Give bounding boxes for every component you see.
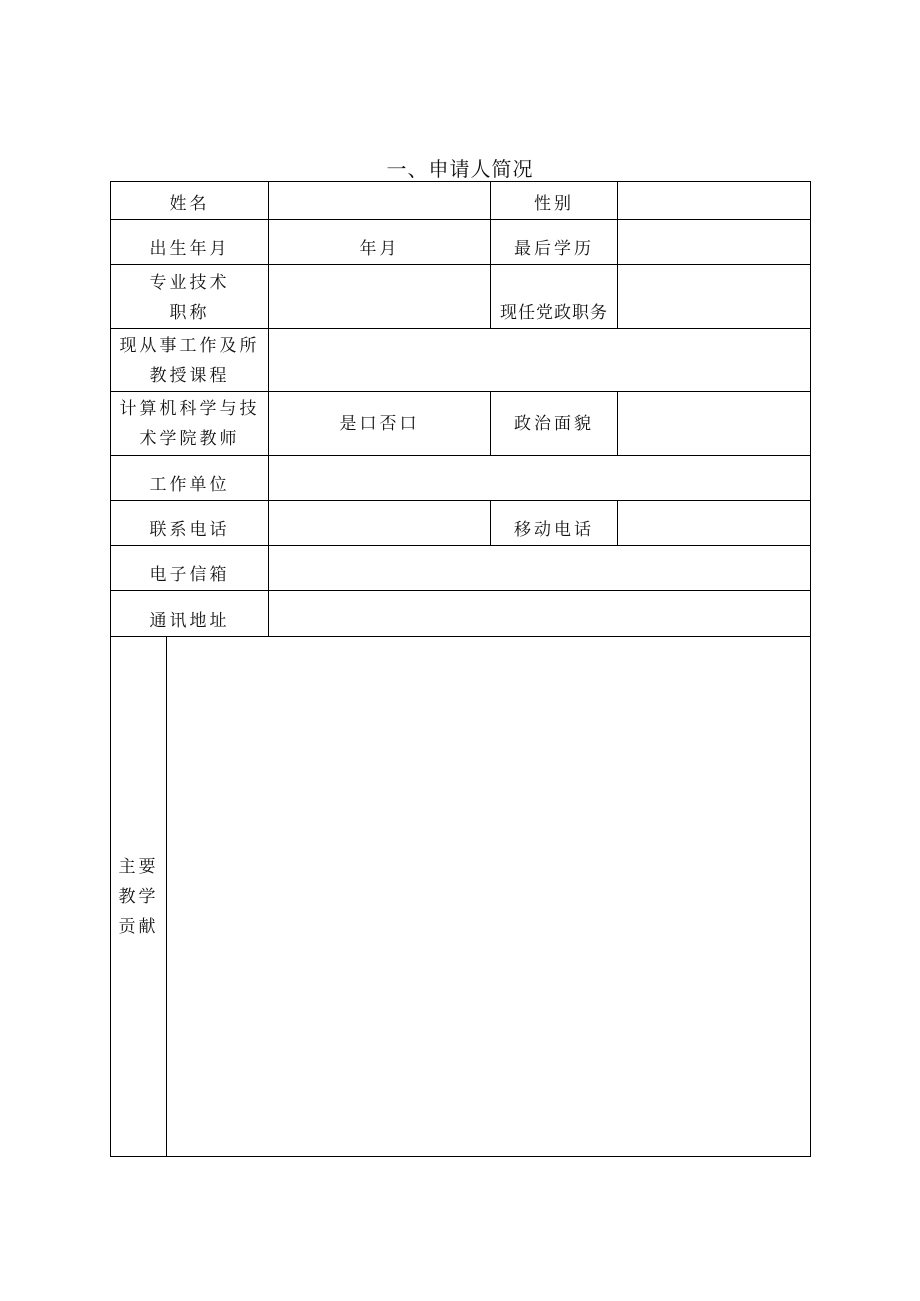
contribution-label-line3: 贡献	[118, 916, 159, 937]
position-label: 现任党政职务	[491, 265, 618, 329]
contribution-field[interactable]	[167, 637, 811, 1157]
name-label: 姓名	[111, 182, 269, 220]
contribution-label-line1: 主要	[118, 856, 159, 877]
education-label: 最后学历	[491, 220, 618, 265]
workplace-field[interactable]	[269, 456, 811, 501]
mobile-field[interactable]	[618, 501, 811, 546]
political-field[interactable]	[618, 392, 811, 456]
position-field[interactable]	[618, 265, 811, 329]
teacher-yes-no-checkboxes[interactable]: 是口否口	[269, 392, 491, 456]
birth-label: 出生年月	[111, 220, 269, 265]
education-field[interactable]	[618, 220, 811, 265]
teacher-label-line1: 计算机科学与技	[119, 398, 260, 419]
phone-field[interactable]	[269, 501, 491, 546]
birth-field[interactable]: 年月	[269, 220, 491, 265]
professional-title-label-line2: 职称	[169, 303, 210, 323]
name-field[interactable]	[269, 182, 491, 220]
email-label: 电子信箱	[111, 546, 269, 591]
workplace-label: 工作单位	[111, 456, 269, 501]
mobile-label: 移动电话	[491, 501, 618, 546]
contribution-label	[111, 637, 167, 1157]
professional-title-label	[111, 265, 269, 329]
course-label-line1: 现从事工作及所	[119, 336, 260, 356]
page-title: 一、申请人简况	[386, 157, 534, 181]
professional-title-field[interactable]	[269, 265, 491, 329]
contribution-label-line2: 教学	[118, 886, 159, 907]
teacher-label	[111, 392, 269, 456]
course-field[interactable]	[269, 329, 811, 392]
political-label: 政治面貌	[491, 392, 618, 456]
email-field[interactable]	[269, 546, 811, 591]
gender-field[interactable]	[618, 182, 811, 220]
address-field[interactable]	[269, 591, 811, 637]
professional-title-label-line1: 专业技术	[149, 273, 230, 293]
teacher-label-line2: 术学院教师	[139, 428, 240, 449]
course-label-line2: 教授课程	[149, 366, 230, 386]
address-label: 通讯地址	[111, 591, 269, 637]
applicant-form	[110, 181, 811, 1157]
course-label	[111, 329, 269, 392]
gender-label: 性别	[491, 182, 618, 220]
phone-label: 联系电话	[111, 501, 269, 546]
